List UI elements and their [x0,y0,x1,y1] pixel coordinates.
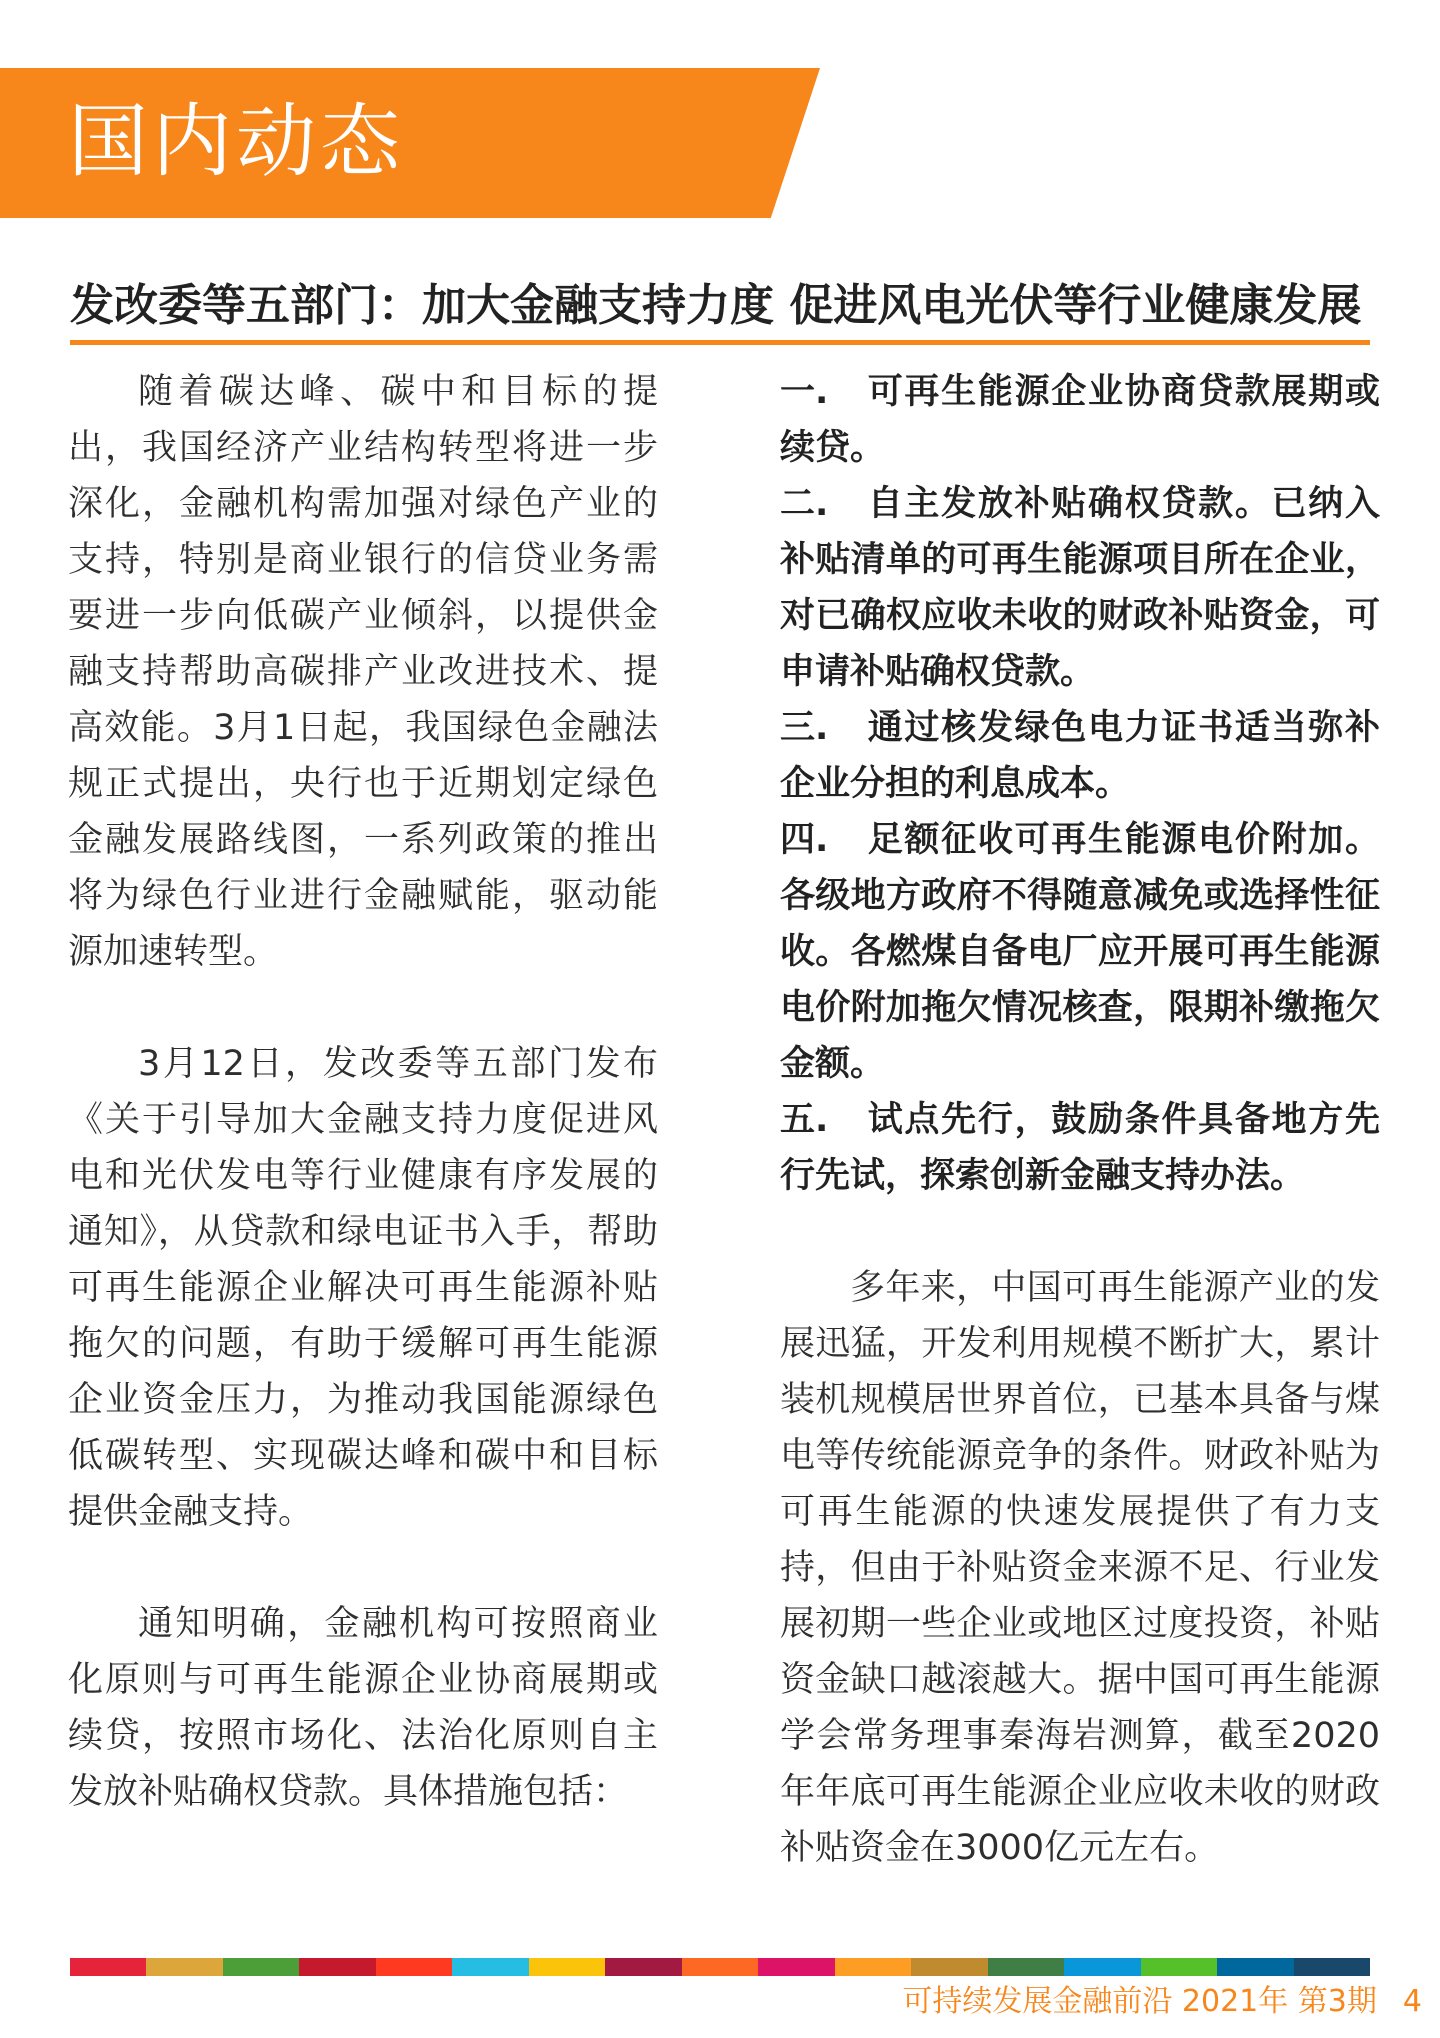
left-column [68,364,658,1820]
paragraph-subsidy-background: 多年来，中国可再生能源产业的发展迅猛，开发利用规模不断扩大，累计装机规模居世界首位，已基本具备与煤电等传统能源竞争的条件。财政补贴为可再生能源的快速发展提供了有力支持，但由于补贴资金来源不足、行业发展初期一些企业或地区过度投资，补贴资金缺口越滚越大。据中国可再生能源学会常务理事秦海岩测算，截至2020年年底可再生能源企业应收未收的财政补贴资金在3000亿元左右。 [780,1268,1380,1868]
measure-number: 三. [780,708,829,748]
measure-number: 二. [780,484,829,524]
sdg-color-segment [1294,1958,1370,1976]
paragraph-notice: 3月12日，发改委等五部门发布《关于引导加大金融支持力度促进风电和光伏发电等行业健康有序发展的通知》，从贷款和绿电证书入手，帮助可再生能源企业解决可再生能源补贴拖欠的问题，有助于缓解可再生能源企业资金压力，为推动我国能源绿色低碳转型、实现碳达峰和碳中和目标提供金融支持。 [68,1044,658,1532]
measure-text: 可再生能源企业协商贷款展期或续贷。 [780,372,1380,468]
sdg-color-segment [223,1958,299,1976]
headline-divider [70,340,1370,345]
sdg-color-segment [911,1958,987,1976]
sdg-color-segment [1064,1958,1140,1976]
measure-number: 一. [780,372,829,412]
measure-number: 五. [780,1100,829,1140]
sdg-color-segment [682,1958,758,1976]
page-number: 4 [1402,1984,1422,2019]
sdg-color-segment [1141,1958,1217,1976]
measure-text: 通过核发绿色电力证书适当弥补企业分担的利息成本。 [780,708,1380,804]
measure-item [780,364,1380,476]
sdg-color-segment [1217,1958,1293,1976]
sdg-color-segment [70,1958,146,1976]
right-column [780,364,1380,1876]
measure-item [780,700,1380,812]
sdg-color-segment [988,1958,1064,1976]
measure-text: 自主发放补贴确权贷款。已纳入补贴清单的可再生能源项目所在企业，对已确权应收未收的财政补贴资金，可申请补贴确权贷款。 [780,484,1380,692]
sdg-color-segment [146,1958,222,1976]
paragraph-intro: 随着碳达峰、碳中和目标的提出，我国经济产业结构转型将进一步深化，金融机构需加强对绿色产业的支持，特别是商业银行的信贷业务需要进一步向低碳产业倾斜，以提供金融支持帮助高碳排产业改进技术、提高效能。3月1日起，我国绿色金融法规正式提出，央行也于近期划定绿色金融发展路线图，一系列政策的推出将为绿色行业进行金融赋能，驱动能源加速转型。 [68,372,658,972]
measure-number: 四. [780,820,829,860]
measure-text: 足额征收可再生能源电价附加。各级地方政府不得随意减免或选择性征收。各燃煤自备电厂应开展可再生能源电价附加拖欠情况核查，限期补缴拖欠金额。 [780,820,1380,1084]
measure-item [780,812,1380,1092]
sdg-color-segment [529,1958,605,1976]
paragraph-measures-intro: 通知明确，金融机构可按照商业化原则与可再生能源企业协商展期或续贷，按照市场化、法治化原则自主发放补贴确权贷款。具体措施包括： [68,1604,658,1812]
measure-item [780,1092,1380,1204]
sdg-color-segment [835,1958,911,1976]
sdg-color-bar [70,1958,1370,1976]
article-headline: 发改委等五部门：加大金融支持力度 促进风电光伏等行业健康发展 [70,280,1362,331]
page-footer [902,1982,1422,2022]
sdg-color-segment [376,1958,452,1976]
publication-name: 可持续发展金融前沿 2021年 第3期 [902,1984,1377,2019]
sdg-color-segment [299,1958,375,1976]
section-title: 国内动态 [68,95,404,188]
measure-text: 试点先行，鼓励条件具备地方先行先试，探索创新金融支持办法。 [780,1100,1380,1196]
sdg-color-segment [758,1958,834,1976]
sdg-color-segment [452,1958,528,1976]
sdg-color-segment [605,1958,681,1976]
measure-item [780,476,1380,700]
